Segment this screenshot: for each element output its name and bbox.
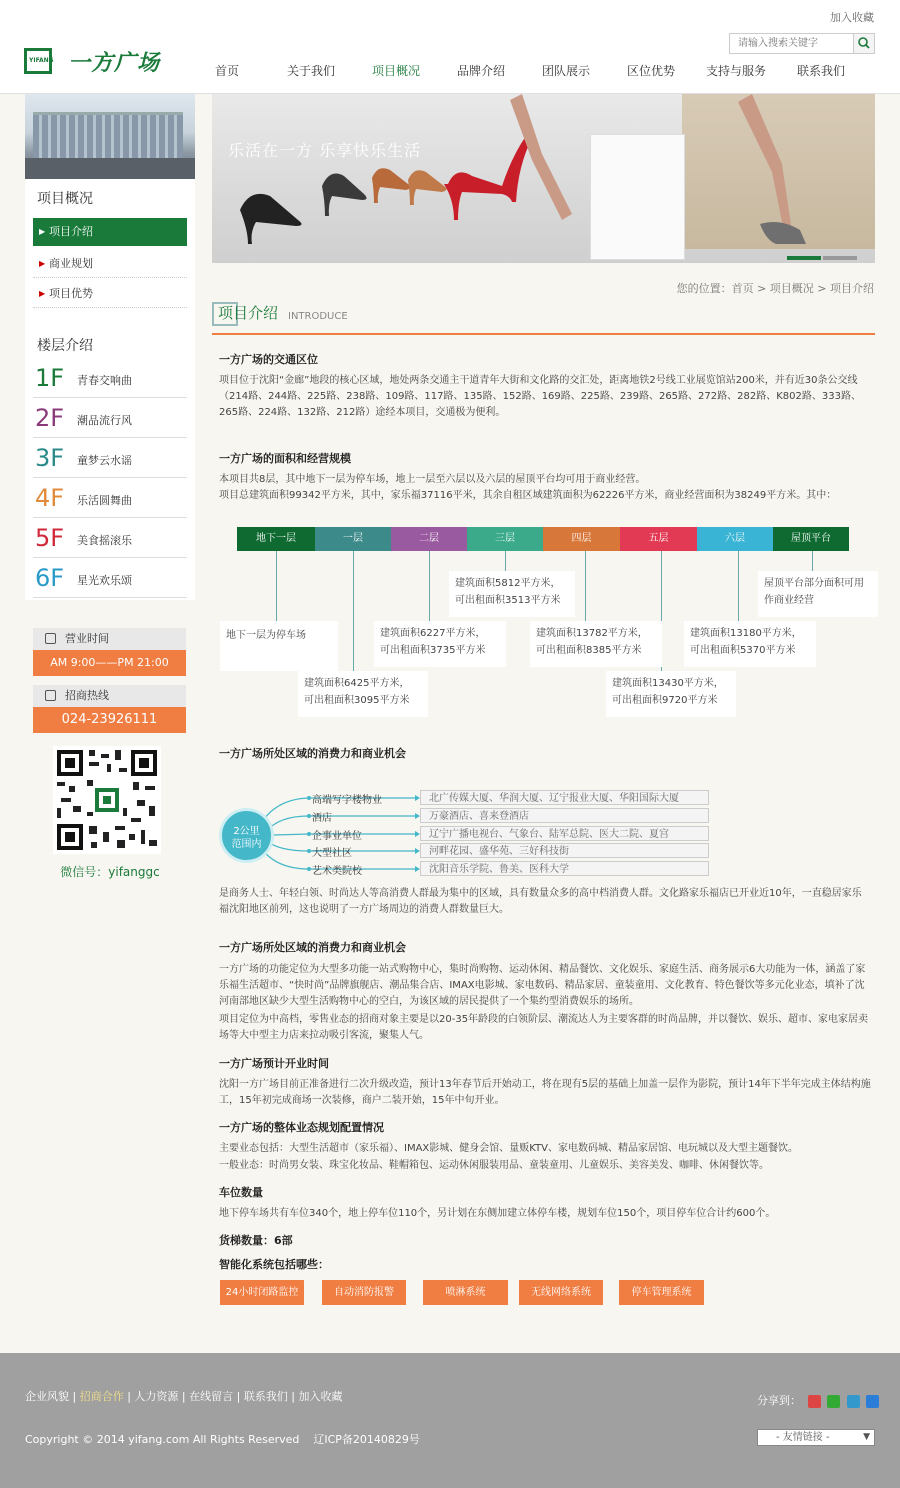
sidebar-item-label: 商业规划	[49, 257, 93, 270]
floor-menu	[25, 318, 195, 600]
floor-name: 星光欢乐颂	[77, 574, 132, 587]
region-center-badge: 2公里 范围内	[219, 808, 274, 863]
floor-bar-2: 二层	[391, 527, 467, 551]
floor-note: 地下一层为停车场	[220, 621, 338, 671]
search-input[interactable]	[730, 34, 852, 53]
floor-menu-title: 楼层介绍	[37, 338, 93, 354]
floor-number: 2F	[35, 404, 65, 432]
nav-location[interactable]: 区位优势	[626, 64, 675, 78]
add-favorite-link[interactable]: 加入收藏	[830, 11, 874, 24]
project-menu	[25, 179, 195, 318]
nav-project[interactable]: 项目概况	[371, 64, 420, 78]
building-facade	[33, 112, 183, 158]
floor-number: 3F	[35, 444, 65, 472]
logo[interactable]	[24, 48, 169, 78]
floor-bar-6: 六层	[697, 527, 773, 551]
page-subtitle: INTRODUCE	[288, 311, 348, 322]
footer-links: 企业风貌 | 招商合作 | 人力资源 | 在线留言 | 联系我们 | 加入收藏	[25, 1390, 343, 1403]
floor-number: 6F	[35, 564, 65, 592]
region-label: 大型社区	[312, 848, 352, 859]
banner-slogan: 乐活在一方 乐享快乐生活	[228, 141, 422, 160]
copyright: Copyright © 2014 yifang.com All Rights Reserved 辽ICP备20140829号	[25, 1433, 420, 1446]
section-text: 沈阳一方广场目前正准备进行二次升级改造，预计13年春节后开始动工，将在现有5层的基础上加盖一层作为影院，预计14年下半年完成主体结构施工，15年初完成商场一次装修，商户二装开始，15年中旬开业。	[219, 1079, 871, 1106]
floor-note: 建筑面积6227平方米， 可出租面积3735平方米	[374, 621, 506, 667]
page-header	[212, 300, 875, 335]
footer-link[interactable]: 招商合作	[79, 1390, 124, 1403]
search-icon	[854, 34, 873, 53]
logo-mark	[24, 48, 52, 74]
nav-contact[interactable]: 联系我们	[796, 64, 845, 78]
friend-links-select[interactable]	[757, 1429, 875, 1446]
nav-about[interactable]: 关于我们	[286, 64, 335, 78]
phone-icon	[45, 690, 56, 701]
floor-number: 1F	[35, 364, 65, 392]
banner-dot-2[interactable]	[823, 256, 857, 260]
floor-name: 青春交响曲	[77, 374, 132, 387]
section-text: 项目定位为中高档，零售业态的招商对象主要是以20-35年龄段的白领阶层、潮流达人为主要客群的时尚品牌，并以餐饮、娱乐、超市、家电家居卖场等大中型主力店来拉动吸引客流，聚集人气。	[219, 1014, 869, 1041]
system-tag-cctv[interactable]: 24小时闭路监控	[220, 1280, 304, 1305]
banner-dot-1[interactable]	[787, 256, 821, 260]
section-text: 项目总建筑面积99342平方米，其中，家乐福37116平米，其余自租区域建筑面积为62226平方米，商业经营面积为38249平方米。其中：	[219, 490, 837, 501]
footer-link[interactable]: 企业风貌	[25, 1390, 69, 1403]
floor-item-5f[interactable]	[33, 518, 187, 558]
share-label: 分享到：	[757, 1394, 801, 1407]
nav-support[interactable]: 支持与服务	[705, 64, 766, 78]
floor-bar-1: 一层	[315, 527, 391, 551]
region-label: 高端写字楼物业	[312, 795, 382, 806]
region-diagram	[219, 787, 714, 879]
friend-links-label: - 友情链接 -	[776, 1432, 830, 1443]
connector-line	[429, 551, 430, 621]
arrow-icon: ▶	[39, 289, 46, 298]
region-label: 酒店	[312, 813, 332, 824]
freight-elevator-count: 货梯数量：6部	[219, 1234, 293, 1247]
floor-name: 潮品流行风	[77, 414, 132, 427]
region-label: 艺术类院校	[312, 866, 362, 877]
logo-text: 一方广场	[68, 51, 161, 76]
floor-name: 童梦云水谣	[77, 454, 132, 467]
arrow-icon: ▶	[39, 259, 46, 268]
region-value: 北广传媒大厦、华润大厦、辽宁报业大厦、华阳国际大厦	[420, 790, 709, 805]
section-heading: 一方广场的面积和经营规模	[219, 452, 351, 465]
banner[interactable]	[212, 94, 875, 263]
footer-link[interactable]: 在线留言	[189, 1390, 234, 1403]
shopping-bag	[590, 134, 685, 260]
system-tag-fire-alarm[interactable]: 自动消防报警	[322, 1280, 406, 1305]
qq-icon[interactable]	[847, 1395, 860, 1408]
connector-line	[738, 551, 739, 621]
section-text: 本项目共8层，其中地下一层为停车场，地上一层至六层以及六层的屋顶平台均可用于商业经营。	[219, 474, 646, 485]
section-text: 地下停车场共有车位340个，地上停车位110个，另计划在东侧加建立体停车楼，规划车位150个，项目停车位合计约600个。	[219, 1208, 776, 1219]
connector-line	[353, 551, 354, 671]
logo-small-text: YIFANG	[29, 57, 54, 64]
section-heading: 智能化系统包括哪些：	[219, 1258, 329, 1271]
system-tag-sprinkler[interactable]: 喷淋系统	[423, 1280, 508, 1305]
section-heading: 一方广场所处区域的消费力和商业机会	[219, 941, 406, 954]
search-box	[729, 33, 875, 54]
connector-line	[276, 551, 277, 621]
section-text: 主要业态包括：大型生活超市（家乐福）、IMAX影城、健身会馆、量贩KTV、家电数码城、精品家居馆、电玩城以及大型主题餐饮。	[219, 1143, 798, 1154]
floor-item-6f[interactable]	[33, 558, 187, 598]
floor-note: 屋顶平台部分面积可用 作商业经营	[758, 571, 878, 617]
sidebar-item-planning[interactable]	[33, 250, 187, 278]
banner-pager	[785, 250, 857, 263]
clock-icon	[45, 633, 56, 644]
hours-header	[33, 628, 186, 650]
chevron-down-icon: ▼	[863, 1432, 870, 1442]
hotline-value: 024-23926111	[33, 707, 186, 733]
region-value: 万豪酒店、喜来登酒店	[420, 808, 709, 823]
banner-shoes-illustration	[212, 94, 875, 263]
nav-team[interactable]: 团队展示	[541, 64, 590, 78]
connector-line	[585, 551, 586, 621]
region-value: 辽宁广播电视台、气象台、陆军总院、医大二院、夏宫	[420, 826, 709, 841]
floor-number: 4F	[35, 484, 65, 512]
system-tag-parking[interactable]: 停车管理系统	[619, 1280, 704, 1305]
hotline-box	[33, 685, 186, 733]
floor-name: 美食摇滚乐	[77, 534, 132, 547]
footer-link[interactable]: 联系我们	[243, 1390, 288, 1403]
floor-item-3f[interactable]	[33, 438, 187, 478]
connector-line	[505, 551, 506, 571]
connector-line	[812, 551, 813, 571]
region-value: 河畔花园、盛华苑、三好科技街	[420, 843, 709, 858]
wechat-id: 微信号：yifanggc	[60, 865, 160, 879]
floor-item-1f[interactable]	[33, 358, 187, 398]
sidebar-item-label: 项目优势	[49, 287, 93, 300]
building-photo	[25, 94, 195, 179]
nav-home[interactable]: 首页	[214, 64, 239, 78]
floor-bar-b1: 地下一层	[237, 527, 315, 551]
floor-name: 乐活圆舞曲	[77, 494, 132, 507]
nav-brand[interactable]: 品牌介绍	[456, 64, 505, 78]
section-text: 一般业态：时尚男女装、珠宝化妆品、鞋帽箱包、运动休闲服装用品、童装童用、儿童娱乐、美容美发、咖啡、休闲餐饮等。	[219, 1160, 769, 1171]
wechat-icon[interactable]	[827, 1395, 840, 1408]
floor-bar-4: 四层	[543, 527, 620, 551]
hotline-label: 招商热线	[65, 689, 109, 702]
floor-note: 建筑面积13782平方米， 可出租面积8385平方米	[530, 621, 662, 667]
system-tag-wifi[interactable]: 无线网络系统	[519, 1280, 603, 1305]
footer-link[interactable]: 加入收藏	[298, 1390, 343, 1403]
share-bar	[757, 1392, 879, 1408]
sidebar-item-intro[interactable]	[33, 218, 187, 246]
breadcrumb: 您的位置：首页 > 项目概况 > 项目介绍	[676, 282, 874, 295]
floor-bar-3: 三层	[467, 527, 543, 551]
section-text: 项目位于沈阳“金廊”地段的核心区域，地处两条交通主干道青年大街和文化路的交汇处，距离地铁2号线工业展览馆站200米，并有近30条公交线（214路、244路、225路、238路、109路、117路、135路、152路、169路、225路、239路、265路、272路、282路、K802路、333路、265路、224路、132路、212路）途经本项目，交通极为便利。	[219, 375, 861, 418]
footer	[0, 1353, 900, 1488]
main-nav	[190, 62, 880, 80]
hours-box	[33, 628, 186, 676]
floor-bar-5: 五层	[620, 527, 697, 551]
sidebar-item-advantages[interactable]	[33, 280, 187, 308]
hotline-header	[33, 685, 186, 707]
hours-label: 营业时间	[65, 632, 109, 645]
section-heading: 车位数量	[219, 1186, 263, 1199]
section-heading: 一方广场预计开业时间	[219, 1057, 329, 1070]
page-title: 项目介绍	[218, 304, 279, 322]
qr-code	[53, 746, 161, 854]
floor-item-4f[interactable]	[33, 478, 187, 518]
floor-note: 建筑面积13430平方米， 可出租面积9720平方米	[606, 671, 736, 717]
region-value: 沈阳音乐学院、鲁美、医科大学	[420, 861, 709, 876]
sidebar-item-label: 项目介绍	[49, 225, 93, 238]
floor-note: 建筑面积13180平方米， 可出租面积5370平方米	[684, 621, 816, 667]
qr-code-icon	[53, 746, 161, 854]
section-heading: 一方广场所处区域的消费力和商业机会	[219, 747, 406, 760]
footer-link[interactable]: 人力资源	[134, 1390, 179, 1403]
hours-value: AM 9:00——PM 21:00	[33, 650, 186, 676]
project-menu-title: 项目概况	[37, 191, 93, 207]
section-text: 是商务人士、年轻白领、时尚达人等高消费人群最为集中的区域，具有数量众多的高中档消费人群。文化路家乐福店已开业近10年，一直稳居家乐福沈阳地区前列，这也说明了一方广场周边的消费人群数量巨大。	[219, 888, 862, 915]
region-label: 企事业单位	[312, 831, 362, 842]
search-button[interactable]	[853, 34, 874, 53]
floor-note: 建筑面积6425平方米， 可出租面积3095平方米	[298, 671, 428, 717]
floor-bar-roof: 屋顶平台	[773, 527, 849, 551]
floor-note: 建筑面积5812平方米， 可出租面积3513平方米	[449, 571, 575, 617]
section-heading: 一方广场的整体业态规划配置情况	[219, 1121, 384, 1134]
weibo-icon[interactable]	[808, 1395, 821, 1408]
floor-item-2f[interactable]	[33, 398, 187, 438]
floor-number: 5F	[35, 524, 65, 552]
street	[25, 158, 195, 179]
header	[0, 0, 900, 94]
arrow-icon: ▶	[39, 227, 46, 236]
section-heading: 一方广场的交通区位	[219, 353, 318, 366]
qzone-icon[interactable]	[866, 1395, 879, 1408]
section-text: 一方广场的功能定位为大型多功能一站式购物中心，集时尚购物、运动休闲、精品餐饮、文化娱乐、家庭生活、商务展示6大功能为一体，涵盖了家乐福生活超市、“快时尚”品牌旗舰店、潮品集合店、IMAX电影城、家电数码、精品家居、童装童用、文化教育、特色餐饮等多元化业态，填补了沈河南部地区缺少大型生活购物中心的空白，为该区域的居民提供了一个集约型消费娱乐的场所。	[219, 964, 866, 1007]
